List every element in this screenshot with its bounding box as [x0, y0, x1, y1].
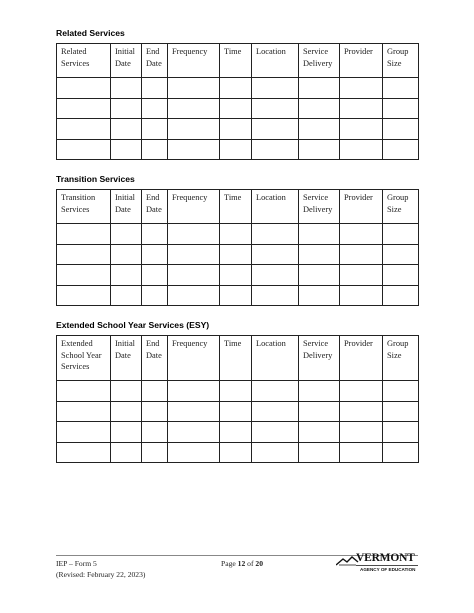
table-cell[interactable]: [111, 98, 142, 119]
table-cell[interactable]: [142, 119, 168, 140]
table-cell[interactable]: [111, 265, 142, 286]
table-cell[interactable]: [168, 139, 220, 160]
column-header: Provider: [340, 190, 383, 224]
column-header: Time: [220, 44, 252, 78]
table-cell[interactable]: [340, 224, 383, 245]
table-cell[interactable]: [252, 244, 299, 265]
column-header: Service Delivery: [299, 190, 340, 224]
table-cell[interactable]: [383, 244, 419, 265]
table-cell[interactable]: [142, 244, 168, 265]
column-header: Initial Date: [111, 190, 142, 224]
column-header: Location: [252, 190, 299, 224]
column-header: Group Size: [383, 44, 419, 78]
table-row: [57, 442, 419, 463]
table-cell[interactable]: [111, 381, 142, 402]
table-cell[interactable]: [383, 139, 419, 160]
table-cell[interactable]: [57, 422, 111, 443]
table-cell[interactable]: [383, 78, 419, 99]
table-cell[interactable]: [340, 119, 383, 140]
table-cell[interactable]: [220, 265, 252, 286]
table-row: [57, 119, 419, 140]
table-row: [57, 285, 419, 306]
table-cell[interactable]: [168, 98, 220, 119]
table-cell[interactable]: [168, 422, 220, 443]
table-cell[interactable]: [111, 244, 142, 265]
table-cell[interactable]: [111, 401, 142, 422]
related-services-table: [56, 43, 419, 160]
table-cell[interactable]: [142, 442, 168, 463]
table-cell[interactable]: [383, 285, 419, 306]
table-cell[interactable]: [252, 442, 299, 463]
table-cell[interactable]: [299, 119, 340, 140]
column-header: End Date: [142, 336, 168, 381]
column-header: Service Delivery: [299, 336, 340, 381]
table-cell[interactable]: [57, 442, 111, 463]
table-cell[interactable]: [340, 98, 383, 119]
column-header: Service Delivery: [299, 44, 340, 78]
table-cell[interactable]: [340, 401, 383, 422]
table-cell[interactable]: [142, 422, 168, 443]
logo-wordmark: VERMONT: [356, 552, 415, 564]
table-cell[interactable]: [299, 401, 340, 422]
table-cell[interactable]: [252, 78, 299, 99]
table-cell[interactable]: [168, 265, 220, 286]
column-header: Provider: [340, 336, 383, 381]
table-cell[interactable]: [168, 224, 220, 245]
table-cell[interactable]: [111, 422, 142, 443]
table-cell[interactable]: [340, 381, 383, 402]
table-cell[interactable]: [340, 139, 383, 160]
table-cell[interactable]: [142, 285, 168, 306]
table-cell[interactable]: [57, 119, 111, 140]
table-cell[interactable]: [142, 98, 168, 119]
page-prefix: Page: [221, 559, 236, 568]
table-cell[interactable]: [142, 139, 168, 160]
table-cell[interactable]: [252, 119, 299, 140]
transition-services-table: [56, 189, 419, 306]
table-cell[interactable]: [252, 381, 299, 402]
footer-form-name: IEP – Form 5: [56, 559, 97, 568]
table-cell[interactable]: [252, 285, 299, 306]
footer-form-info: [56, 559, 145, 580]
table-cell[interactable]: [299, 244, 340, 265]
table-cell[interactable]: [57, 244, 111, 265]
table-cell[interactable]: [57, 265, 111, 286]
table-cell[interactable]: [57, 401, 111, 422]
table-cell[interactable]: [168, 381, 220, 402]
column-header: Location: [252, 44, 299, 78]
column-header: Provider: [340, 44, 383, 78]
table-cell[interactable]: [57, 98, 111, 119]
column-header: Location: [252, 336, 299, 381]
table-cell[interactable]: [252, 422, 299, 443]
column-header: Group Size: [383, 190, 419, 224]
table-cell[interactable]: [340, 285, 383, 306]
table-cell[interactable]: [220, 98, 252, 119]
table-cell[interactable]: [340, 78, 383, 99]
table-row: [57, 381, 419, 402]
esy-services-table: [56, 335, 419, 463]
table-cell[interactable]: [168, 119, 220, 140]
column-header: Frequency: [168, 44, 220, 78]
column-header: Extended School Year Services: [57, 336, 111, 381]
table-cell[interactable]: [299, 285, 340, 306]
column-header: End Date: [142, 44, 168, 78]
table-cell[interactable]: [220, 119, 252, 140]
table-cell[interactable]: [168, 401, 220, 422]
table-cell[interactable]: [252, 401, 299, 422]
table-cell[interactable]: [168, 78, 220, 99]
table-cell[interactable]: [57, 78, 111, 99]
table-row: [57, 401, 419, 422]
table-cell[interactable]: [142, 381, 168, 402]
table-cell[interactable]: [111, 285, 142, 306]
column-header: End Date: [142, 190, 168, 224]
table-header-row: [57, 44, 419, 78]
table-cell[interactable]: [383, 265, 419, 286]
table-cell[interactable]: [252, 139, 299, 160]
table-cell[interactable]: [220, 381, 252, 402]
table-cell[interactable]: [340, 422, 383, 443]
table-cell[interactable]: [57, 285, 111, 306]
table-cell[interactable]: [57, 139, 111, 160]
column-header: Initial Date: [111, 44, 142, 78]
table-row: [57, 98, 419, 119]
table-row: [57, 78, 419, 99]
table-cell[interactable]: [220, 422, 252, 443]
table-cell[interactable]: [142, 401, 168, 422]
page-number: [221, 559, 263, 568]
table-header-row: [57, 336, 419, 381]
table-cell[interactable]: [220, 285, 252, 306]
table-row: [57, 139, 419, 160]
vermont-aoe-logo: [336, 552, 418, 578]
table-cell[interactable]: [168, 285, 220, 306]
section-heading-esy: Extended School Year Services (ESY): [56, 320, 210, 330]
table-cell[interactable]: [340, 265, 383, 286]
table-cell[interactable]: [299, 442, 340, 463]
table-cell[interactable]: [252, 224, 299, 245]
table-cell[interactable]: [142, 78, 168, 99]
table-cell[interactable]: [220, 139, 252, 160]
table-cell[interactable]: [383, 224, 419, 245]
page-of: of: [247, 559, 254, 568]
section-heading-transition-services: Transition Services: [56, 174, 135, 184]
column-header: Frequency: [168, 190, 220, 224]
column-header: Related Services: [57, 44, 111, 78]
table-cell[interactable]: [252, 98, 299, 119]
table-cell[interactable]: [383, 401, 419, 422]
table-cell[interactable]: [220, 442, 252, 463]
table-cell[interactable]: [168, 244, 220, 265]
table-cell[interactable]: [299, 139, 340, 160]
table-cell[interactable]: [383, 119, 419, 140]
table-cell[interactable]: [142, 224, 168, 245]
table-row: [57, 224, 419, 245]
column-header: Group Size: [383, 336, 419, 381]
table-row: [57, 244, 419, 265]
page-total: 20: [255, 559, 263, 568]
table-cell[interactable]: [299, 422, 340, 443]
table-cell[interactable]: [111, 442, 142, 463]
table-cell[interactable]: [383, 381, 419, 402]
table-cell[interactable]: [57, 224, 111, 245]
table-cell[interactable]: [299, 224, 340, 245]
table-cell[interactable]: [340, 244, 383, 265]
table-cell[interactable]: [220, 244, 252, 265]
logo-subtitle: AGENCY OF EDUCATION: [360, 567, 416, 572]
page-current: 12: [237, 559, 246, 568]
table-cell[interactable]: [57, 381, 111, 402]
table-row: [57, 265, 419, 286]
table-cell[interactable]: [340, 442, 383, 463]
column-header: Time: [220, 336, 252, 381]
section-heading-related-services: Related Services: [56, 28, 125, 38]
column-header: Frequency: [168, 336, 220, 381]
table-cell[interactable]: [111, 139, 142, 160]
table-cell[interactable]: [383, 98, 419, 119]
table-cell[interactable]: [220, 224, 252, 245]
column-header: Transition Services: [57, 190, 111, 224]
table-cell[interactable]: [220, 401, 252, 422]
table-cell[interactable]: [142, 265, 168, 286]
table-cell[interactable]: [299, 98, 340, 119]
table-header-row: [57, 190, 419, 224]
table-cell[interactable]: [111, 119, 142, 140]
table-row: [57, 422, 419, 443]
table-cell[interactable]: [299, 381, 340, 402]
table-cell[interactable]: [383, 442, 419, 463]
table-cell[interactable]: [383, 422, 419, 443]
table-cell[interactable]: [252, 265, 299, 286]
table-cell[interactable]: [111, 78, 142, 99]
column-header: Initial Date: [111, 336, 142, 381]
column-header: Time: [220, 190, 252, 224]
table-cell[interactable]: [299, 265, 340, 286]
footer-revised-date: (Revised: February 22, 2023): [56, 569, 146, 579]
table-cell[interactable]: [299, 78, 340, 99]
table-cell[interactable]: [111, 224, 142, 245]
table-cell[interactable]: [220, 78, 252, 99]
table-cell[interactable]: [168, 442, 220, 463]
